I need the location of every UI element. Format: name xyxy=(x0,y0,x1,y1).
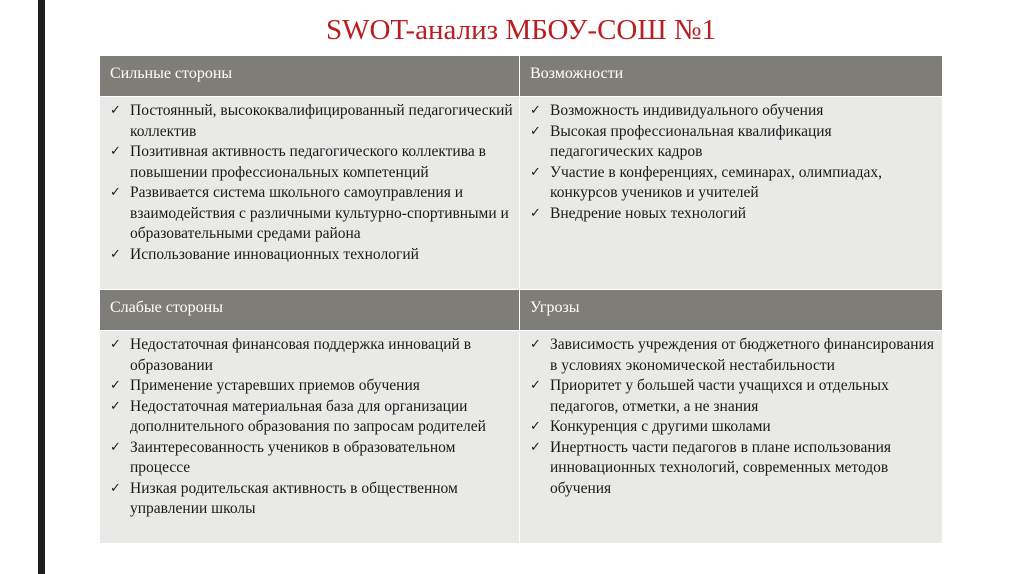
opportunities-cell xyxy=(520,97,943,290)
slide-title: SWOT-анализ МБОУ-СОШ №1 xyxy=(325,14,717,46)
list-item xyxy=(108,397,513,438)
list-item-text: Заинтересованность учеников в образовательном процессе xyxy=(130,438,456,476)
list-item-text: Конкуренция с другими школами xyxy=(550,418,771,435)
list-item-text: Возможность индивидуального обучения xyxy=(550,102,824,119)
weaknesses-header: Слабые стороны xyxy=(100,290,520,331)
checkmark-icon: ✓ xyxy=(110,378,121,393)
checkmark-icon: ✓ xyxy=(110,144,121,159)
list-item xyxy=(108,245,513,266)
list-item-text: Зависимость учреждения от бюджетного финансирования в условиях экономической нестабильности xyxy=(550,336,934,374)
list-item xyxy=(108,101,513,142)
swot-table xyxy=(99,55,943,544)
threats-cell xyxy=(520,331,943,544)
weaknesses-cell xyxy=(100,331,520,544)
checkmark-icon: ✓ xyxy=(110,480,121,496)
list-item xyxy=(108,335,513,376)
checkmark-icon: ✓ xyxy=(110,185,121,200)
checkmark-icon: ✓ xyxy=(110,439,121,455)
checkmark-icon: ✓ xyxy=(530,337,541,352)
list-item-text: Постоянный, высококвалифицированный педагогический коллектив xyxy=(130,102,513,140)
opportunities-header: Возможности xyxy=(520,56,943,97)
list-item xyxy=(528,376,936,417)
list-item-text: Использование инновационных технологий xyxy=(130,245,419,263)
list-item xyxy=(108,479,513,520)
checkmark-icon: ✓ xyxy=(110,103,121,118)
left-accent-bar xyxy=(38,0,45,574)
list-item xyxy=(108,438,513,479)
weaknesses-list xyxy=(108,335,513,520)
checkmark-icon: ✓ xyxy=(110,337,121,352)
list-item-text: Недостаточная материальная база для организации дополнительного образования по запросам родителей xyxy=(130,397,486,435)
list-item xyxy=(528,417,936,438)
list-item xyxy=(108,183,513,245)
list-item-text: Высокая профессиональная квалификация педагогических кадров xyxy=(550,122,832,160)
checkmark-icon: ✓ xyxy=(110,398,121,414)
checkmark-icon: ✓ xyxy=(530,378,541,393)
list-item-text: Позитивная активность педагогического коллектива в повышении профессиональных компетенций xyxy=(130,143,486,181)
checkmark-icon: ✓ xyxy=(530,164,541,180)
list-item xyxy=(528,438,936,500)
list-item-text: Недостаточная финансовая поддержка инноваций в образовании xyxy=(130,336,472,374)
checkmark-icon: ✓ xyxy=(530,103,541,118)
list-item xyxy=(528,122,936,163)
list-item-text: Развивается система школьного самоуправления и взаимодействия с различными культурно-спортивными и образовательными средами района xyxy=(130,184,509,242)
checkmark-icon: ✓ xyxy=(110,246,121,262)
checkmark-icon: ✓ xyxy=(530,419,541,434)
list-item xyxy=(528,163,936,204)
list-item-text: Инертность части педагогов в плане использования инновационных технологий, современных методов обучения xyxy=(550,438,892,497)
list-item xyxy=(528,335,936,376)
strengths-list xyxy=(108,101,513,265)
list-item xyxy=(528,101,936,122)
opportunities-list xyxy=(528,101,936,224)
strengths-cell xyxy=(100,97,520,290)
list-item xyxy=(528,204,936,225)
list-item-text: Участие в конференциях, семинарах, олимпиадах, конкурсов учеников и учителей xyxy=(550,163,883,201)
checkmark-icon: ✓ xyxy=(530,439,541,455)
threats-header: Угрозы xyxy=(520,290,943,331)
list-item xyxy=(108,376,513,397)
list-item-text: Внедрение новых технологий xyxy=(550,204,747,222)
list-item xyxy=(108,142,513,183)
list-item-text: Приоритет у большей части учащихся и отдельных педагогов, отметки, а не знания xyxy=(550,377,889,415)
list-item-text: Низкая родительская активность в общественном управлении школы xyxy=(130,479,458,517)
checkmark-icon: ✓ xyxy=(530,123,541,139)
threats-list xyxy=(528,335,936,499)
list-item-text: Применение устаревших приемов обучения xyxy=(130,377,420,394)
checkmark-icon: ✓ xyxy=(530,205,541,221)
strengths-header: Сильные стороны xyxy=(100,56,520,97)
